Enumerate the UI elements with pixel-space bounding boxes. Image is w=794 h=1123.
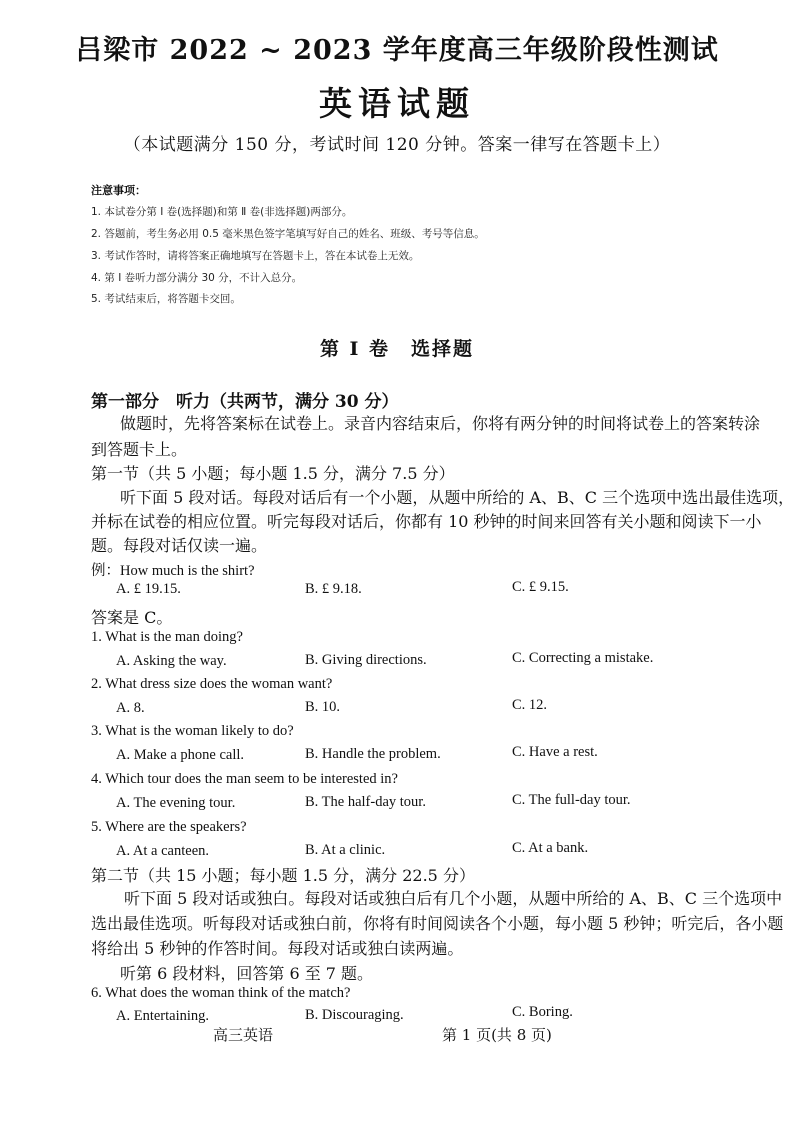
question-5: 5. Where are the speakers? [91, 819, 247, 835]
q3-option-a: A. Make a phone call. [116, 747, 245, 763]
section2-instructions: 听下面 5 段对话或独白。每段对话或独白后有几个小题，从题中所给的 A、B、C 三个选项中 [124, 889, 783, 908]
q6-option-b: B. Discouraging. [305, 1007, 404, 1023]
exam-note: （本试题满分 150 分，考试时间 120 分钟。答案一律写在答题卡上） [123, 135, 671, 155]
section1-instructions: 听下面 5 段对话。每段对话后有一个小题，从题中所给的 A、B、C 三个选项中选出最佳选项， [120, 488, 794, 507]
footer-page-number: 第 1 页(共 8 页) [442, 1026, 552, 1044]
q6-option-c: C. Boring. [512, 1004, 573, 1020]
section1-instructions: 题。每段对话仅读一遍。 [91, 536, 268, 555]
part1-intro: 做题时，先将答案标在试卷上。录音内容结束后，你将有两分钟的时间将试卷上的答案转涂 [120, 414, 761, 433]
notice-item: 1. 本试卷分第 Ⅰ 卷(选择题)和第 Ⅱ 卷(非选择题)两部分。 [91, 206, 353, 218]
q2-option-c: C. 12. [512, 697, 548, 713]
exam-title: 吕梁市 2022 ~ 2023 学年度高三年级阶段性测试 [75, 35, 719, 66]
notice-heading: 注意事项： [91, 184, 146, 197]
section1-heading: 第一节（共 5 小题；每小题 1.5 分，满分 7.5 分） [91, 464, 455, 483]
volume-title: 第 Ⅰ 卷 选择题 [319, 338, 475, 360]
q3-option-c: C. Have a rest. [512, 744, 598, 760]
notice-item: 4. 第 Ⅰ 卷听力部分满分 30 分，不计入总分。 [91, 272, 303, 284]
q2-option-b: B. 10. [305, 699, 341, 715]
q1-option-c: C. Correcting a mistake. [512, 650, 654, 666]
q4-option-c: C. The full-day tour. [512, 792, 631, 808]
example-question: 例：How much is the shirt? [91, 563, 255, 579]
section2-instructions: 选出最佳选项。听每段对话或独白前，你将有时间阅读各个小题，每小题 5 秒钟；听完后，各小题 [91, 914, 784, 933]
example-option-c: C. £ 9.15. [512, 579, 569, 595]
question-2: 2. What dress size does the woman want? [91, 676, 333, 692]
question-4: 4. Which tour does the man seem to be interested in? [91, 771, 398, 787]
notice-item: 5. 考试结束后，将答题卡交回。 [91, 293, 241, 305]
q2-option-a: A. 8. [116, 700, 145, 716]
q3-option-b: B. Handle the problem. [305, 746, 441, 762]
notice-item: 2. 答题前，考生务必用 0.5 毫米黑色签字笔填写好自己的姓名、班级、考号等信息。 [91, 228, 485, 240]
example-option-a: A. £ 19.15. [116, 581, 181, 597]
q6-option-a: A. Entertaining. [116, 1008, 210, 1024]
notice-item: 3. 考试作答时，请将答案正确地填写在答题卡上，答在本试卷上无效。 [91, 250, 420, 262]
q1-option-a: A. Asking the way. [116, 653, 227, 669]
q5-option-a: A. At a canteen. [116, 843, 210, 859]
q1-option-b: B. Giving directions. [305, 652, 427, 668]
section1-instructions: 并标在试卷的相应位置。听完每段对话后，你都有 10 秒钟的时间来回答有关小题和阅读下一小 [91, 512, 762, 531]
example-answer: 答案是 C。 [91, 608, 173, 627]
part1-heading: 第一部分 听力（共两节，满分 30 分） [91, 392, 399, 412]
q5-option-c: C. At a bank. [512, 840, 589, 856]
section2-material: 听第 6 段材料，回答第 6 至 7 题。 [120, 964, 374, 983]
part1-intro: 到答题卡上。 [91, 440, 188, 459]
footer-subject: 高三英语 [213, 1026, 274, 1044]
q4-option-a: A. The evening tour. [116, 795, 236, 811]
example-option-b: B. £ 9.18. [305, 581, 362, 597]
exam-subject: 英语试题 [319, 84, 475, 123]
section2-instructions: 将给出 5 秒钟的作答时间。每段对话或独白读两遍。 [91, 939, 464, 958]
question-1: 1. What is the man doing? [91, 629, 243, 645]
question-6: 6. What does the woman think of the match? [91, 985, 351, 1001]
question-3: 3. What is the woman likely to do? [91, 723, 294, 739]
q4-option-b: B. The half-day tour. [305, 794, 426, 810]
q5-option-b: B. At a clinic. [305, 842, 386, 858]
section2-heading: 第二节（共 15 小题；每小题 1.5 分，满分 22.5 分） [91, 866, 475, 885]
